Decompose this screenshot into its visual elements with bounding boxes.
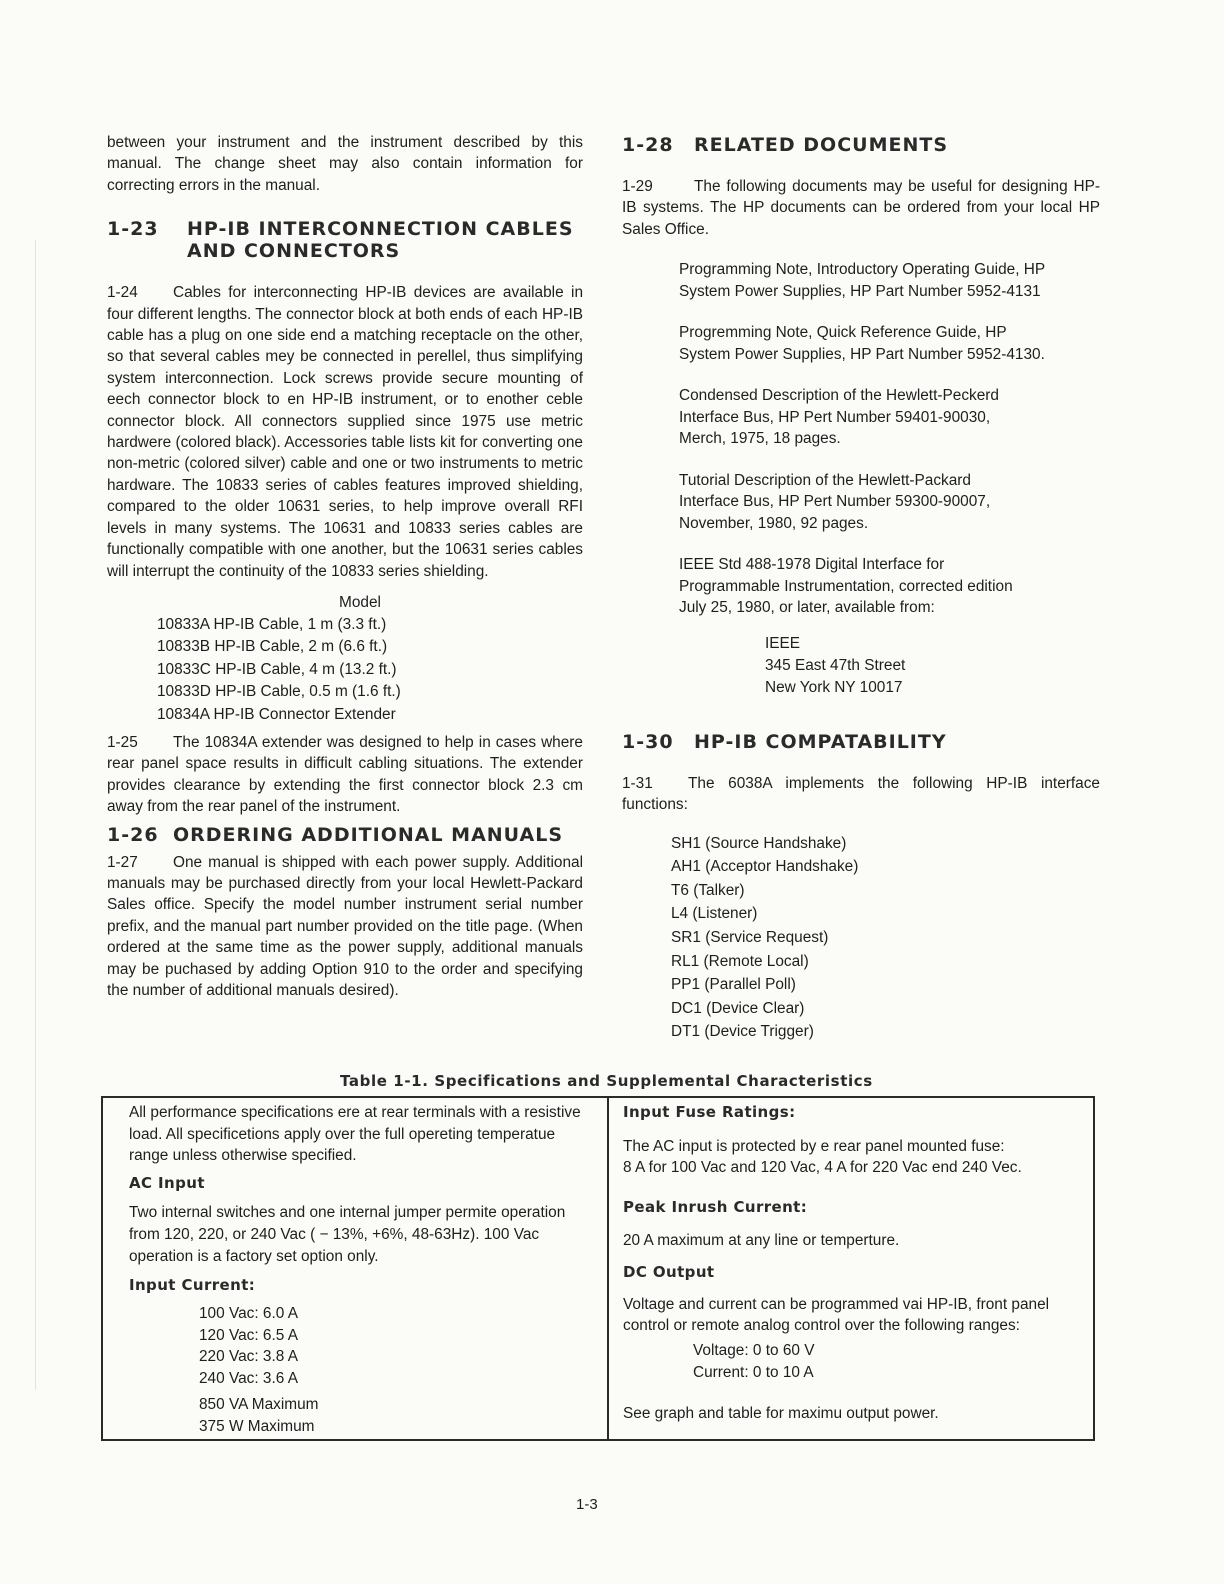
section-title: ORDERING ADDITIONAL MANUALS [173,823,564,846]
model-list [107,614,583,726]
paragraph-1-31 [622,773,1100,816]
paragraph-number: 1-24 [107,284,138,302]
paragraph-1-29 [622,176,1100,240]
table-right-cell [609,1098,1093,1439]
paragraph-text: The 10834A extender was designed to help in cases where rear panel space results in difficult cabling situations. The extender provides clearance by extending the first connector block 2.3 cm away from the rear panel of the instrument. [107,733,583,816]
document-entry: Tutorial Description of the Hewlett-Packard Interface Bus, HP Pert Number 59300-90007, November, 1980, 92 pages. [679,471,991,532]
table-left-cell [103,1098,609,1439]
paragraph-1-27 [107,852,583,1002]
table-caption: Table 1-1. Specifications and Supplemental Characteristics [340,1072,873,1090]
paragraph-text: The following documents may be useful for designing HP-IB systems. The HP documents can be ordered from your local HP Sales Office. [622,178,1100,238]
paragraph-text: The 6038A implements the following HP-IB interface functions: [622,774,1100,814]
model-item: 10833C HP-IB Cable, 4 m (13.2 ft.) [157,660,397,678]
ieee-address: IEEE 345 East 47th Street New York NY 10017 [765,634,906,696]
document-entry: Programming Note, Introductory Operating Guide, HP System Power Supplies, HP Part Number 5952-4131 [679,261,1046,300]
section-heading-1-23 [107,218,583,262]
paragraph-number: 1-25 [107,733,138,751]
document-entry: IEEE Std 488-1978 Digital Interface for Programmable Instrumentation, corrected edition July 25, 1980, or later, available from: [679,556,1013,617]
related-documents-list [622,259,1100,619]
input-current-title: Input Current: [129,1276,256,1295]
dc-output-title: DC Output [623,1262,715,1281]
output-power-note: See graph and table for maximu output power. [623,1405,939,1423]
section-heading-1-30 [622,731,1100,753]
paragraph-text: One manual is shipped with each power supply. Additional manuals may be purchased directly from your local Hewlett-Packard Sales office. Specify the model number instrument serial number prefix, and the manual part number provided on the title page. (When ordered at the same time as the power supply, additional manuals may be puchased by adding Option 910 to the order and specifying the number of additional manuals desired). [107,853,583,999]
interface-function: PP1 (Parallel Poll) [671,976,796,994]
interface-function: DC1 (Device Clear) [671,999,805,1017]
document-entry: Condensed Description of the Hewlett-Peckerd Interface Bus, HP Pert Number 59401-90030, Merch, 1975, 18 pages. [679,387,999,448]
paragraph-number: 1-27 [107,853,138,871]
section-heading-1-26 [107,824,583,846]
interface-function: SR1 (Service Request) [671,928,829,946]
interface-function: T6 (Talker) [671,881,745,899]
scan-edge-line [35,240,36,1390]
specifications-table [101,1096,1095,1441]
model-item: 10833A HP-IB Cable, 1 m (3.3 ft.) [157,615,387,633]
model-heading: Model [339,593,381,611]
ac-input-text: Two internal switches and one internal jumper permite operation from 120, 220, or 240 Vac ( − 13%, +6%, 48-63Hz). 100 Vac operation is a factory set option only. [129,1204,566,1265]
ac-input-title: AC Input [129,1173,205,1192]
peak-inrush-text: 20 A maximum at any line or temperture. [623,1232,900,1250]
document-entry: Progremming Note, Quick Reference Guide, HP System Power Supplies, HP Part Number 5952-4130. [679,324,1045,363]
paragraph-1-24 [107,282,583,582]
input-fuse-title: Input Fuse Ratings: [623,1103,796,1121]
model-item: 10833B HP-IB Cable, 2 m (6.6 ft.) [157,638,388,656]
interface-function: AH1 (Acceptor Handshake) [671,858,859,876]
section-heading-1-28 [622,134,1100,156]
section-number: 1-30 [622,730,674,753]
section-number: 1-28 [622,134,674,156]
dc-output-ranges: Voltage: 0 to 60 V Current: 0 to 10 A [693,1341,815,1381]
model-item: 10834A HP-IB Connector Extender [157,705,396,723]
right-column [622,132,1100,1044]
section-title: HP-IB COMPATABILITY [694,730,947,753]
left-column [107,132,583,1001]
dc-output-text: Voltage and current can be programmed vai HP-IB, front panel control or remote analog control over the following ranges: [623,1295,1050,1335]
interface-function: L4 (Listener) [671,905,758,923]
section-title: RELATED DOCUMENTS [694,134,948,156]
interface-function-list [622,832,1100,1044]
model-item: 10833D HP-IB Cable, 0.5 m (1.6 ft.) [157,683,401,701]
section-number: 1-26 [107,823,159,846]
page-number: 1-3 [576,1496,598,1513]
paragraph-number: 1-29 [622,178,653,195]
interface-function: SH1 (Source Handshake) [671,834,847,852]
interface-function: RL1 (Remote Local) [671,952,809,970]
input-fuse-text: The AC input is protected by e rear panel mounted fuse: 8 A for 100 Vac and 120 Vac, 4 A for 220 Vac end 240 Vec. [623,1137,1022,1177]
peak-inrush-title: Peak Inrush Current: [623,1197,808,1216]
intro-paragraph: between your instrument and the instrument described by this manual. The change sheet may also contain information for correcting errors in the manual. [107,134,583,194]
section-title: HP-IB INTERCONNECTION CABLES AND CONNECTORS [187,218,574,263]
interface-function: DT1 (Device Trigger) [671,1023,814,1041]
section-number: 1-23 [107,218,159,241]
paragraph-1-25 [107,732,583,818]
spec-intro: All performance specifications ere at rear terminals with a resistive load. All specificetions apply over the full opereting temperatue range unless otherwise specified. [129,1104,581,1165]
input-current-list: 100 Vac: 6.0 A 120 Vac: 6.5 A 220 Vac: 3.8 A 240 Vac: 3.6 A 850 VA Maximum 375 W Maximum [199,1304,319,1435]
paragraph-text: Cables for interconnecting HP-IB devices are available in four different lengths. The connector block at both ends of each HP-IB cable has a plug on one side end a matching receptacle on the other, so that several cables mey be connected in perellel, thus simplifying system interconnection. Lock screws provide secure mounting of eech connector block to en HP-IB instrument, or to enother ceble connector block. All connectors supplied since 1975 use metric hardwere (colored black). Accessories table lists kit for converting one non-metric (colored silver) cable and one or two instruments to metric hardware. The 10833 series of cables features improved shielding, compared to the older 10631 series, to help improve overall RFI levels in many systems. The 10631 and 10833 series cables are functionally compatible with one another, but the 10631 series cables will interrupt the continuity of the 10833 series shielding. [107,284,583,580]
paragraph-number: 1-31 [622,774,653,792]
